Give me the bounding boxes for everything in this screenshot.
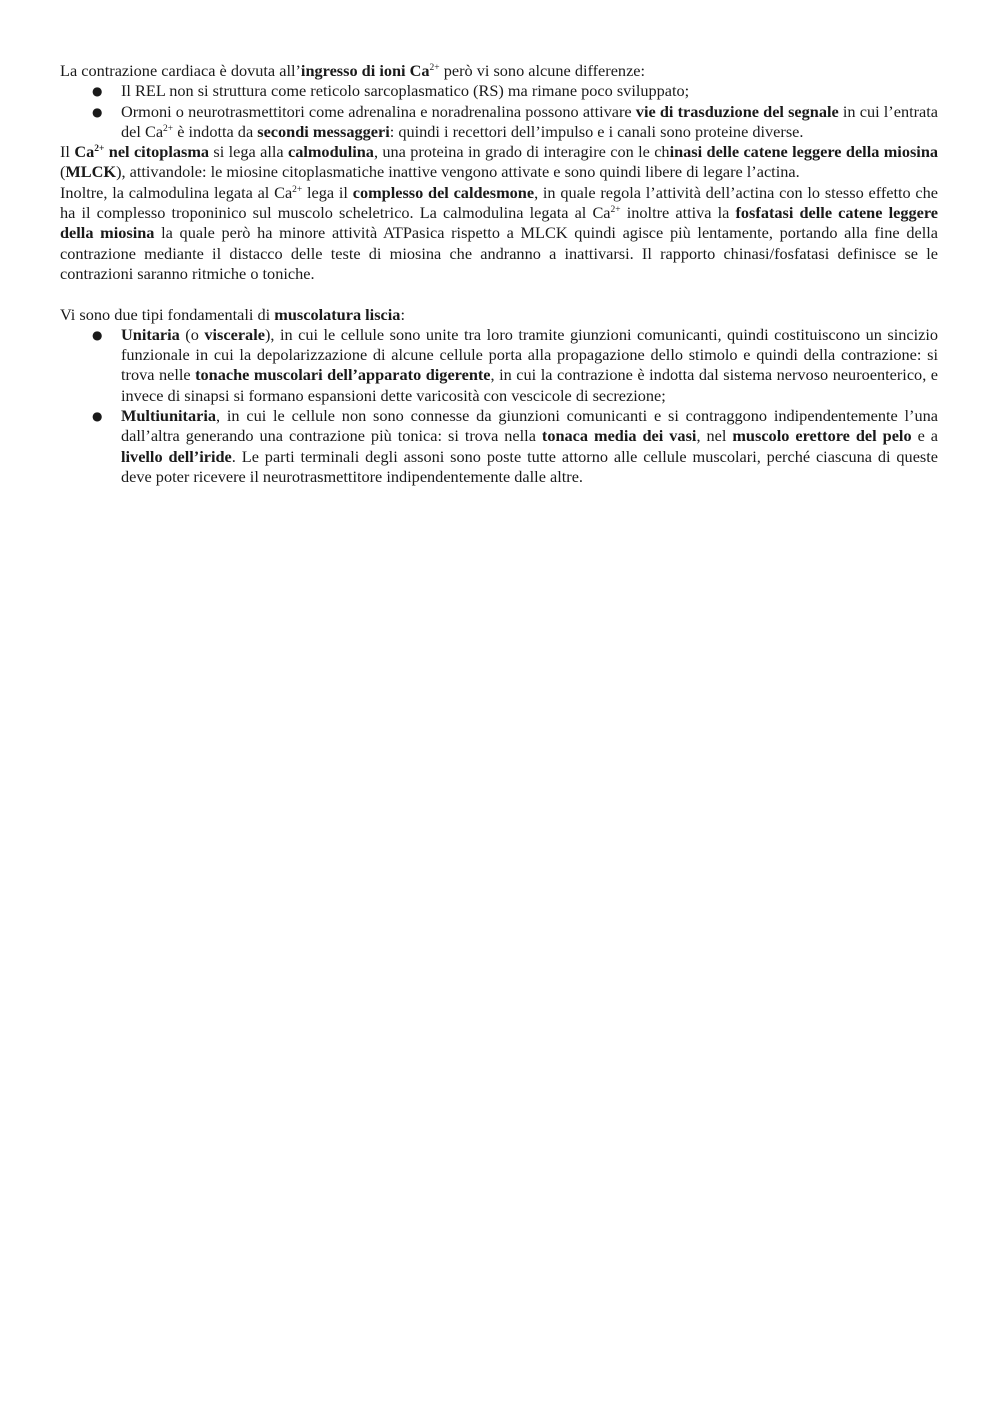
bold-text: muscolo erettore del pelo	[732, 426, 912, 446]
text: in cui l’entrata del Ca	[121, 101, 939, 141]
document-page	[60, 61, 938, 487]
bold-text: viscerale	[204, 324, 265, 344]
bold-text: nel citoplasma	[104, 142, 210, 162]
bullet-icon: ●	[92, 84, 103, 99]
text: , in cui le cellule non sono connesse da giunzioni comunicanti e si contraggono indipendentemente l’una dall’altra generando una contrazione più tonica: si trova nella	[121, 406, 938, 446]
bold-text: complesso del caldesmone	[352, 182, 535, 202]
bullet-icon: ●	[92, 327, 103, 342]
text: è indotta da	[173, 121, 258, 141]
text: però vi sono alcune differenze:	[439, 61, 646, 80]
bold-text: Multiunitaria	[121, 406, 216, 426]
text: Il REL non si struttura come reticolo sarcoplasmatico (RS) ma rimane poco sviluppato;	[121, 81, 690, 101]
bold-text: inasi delle catene leggere della miosina	[669, 142, 939, 162]
list-item	[60, 102, 938, 143]
text: , nel	[696, 426, 733, 446]
bold-text: tonaca media dei vasi	[541, 426, 697, 446]
paragraph-smooth-muscle-types	[60, 305, 938, 325]
superscript: 2+	[292, 184, 303, 195]
text: (	[60, 162, 66, 182]
bold-text: ingresso di ioni Ca	[300, 61, 430, 80]
text: inoltre attiva la	[620, 203, 736, 223]
bullet-list-muscle-types	[60, 325, 938, 487]
text: La contrazione cardiaca è dovuta all’	[60, 61, 301, 80]
bullet-icon: ●	[92, 409, 103, 424]
list-item	[60, 406, 938, 487]
list-item	[60, 81, 938, 101]
text: . Le parti terminali degli assoni sono poste tutte attorno alle cellule muscolari, perché ciascuna di queste deve poter ricevere il neurotrasmettitore indipendentemente dalle altre.	[121, 446, 938, 486]
bold-text: secondi messaggeri	[257, 121, 390, 141]
bold-text: muscolatura liscia	[274, 304, 401, 324]
bold-text: fosfatasi delle catene leggere della miosina	[60, 203, 938, 243]
bold-text: Ca	[74, 142, 95, 162]
superscript: 2+	[94, 144, 105, 155]
text: lega il	[302, 182, 353, 202]
text: Il	[60, 142, 75, 162]
bold-text: calmodulina	[287, 142, 374, 162]
bold-text: MLCK	[65, 162, 117, 182]
text: la quale però ha minore attività ATPasica rispetto a MLCK quindi agisce più lentamente, portando alla fine della contrazione mediante il distacco delle teste di miosina che andranno a inattivarsi. Il rapporto chinasi/fosfatasi definisce se le contrazioni saranno ritmiche o toniche.	[60, 223, 938, 283]
paragraph-caldesmone	[60, 183, 938, 284]
text: e a	[911, 426, 939, 446]
paragraph-intro	[60, 61, 938, 81]
superscript: 2+	[429, 63, 440, 73]
bold-text: Unitaria	[121, 324, 180, 344]
superscript: 2+	[610, 205, 621, 216]
paragraph-spacer	[60, 284, 938, 304]
text: ), in cui le cellule sono unite tra loro tramite giunzioni comunicanti, quindi costituiscono un sincizio funzionale in cui la depolarizzazione di alcune cellule porta alla propagazione dello stimolo e quindi della contrazione: si trova nelle	[121, 324, 939, 385]
bold-text: vie di trasduzione del segnale	[635, 101, 839, 121]
text: Inoltre, la calmodulina legata al Ca	[60, 182, 293, 202]
list-item	[60, 325, 938, 406]
text: , in quale regola l’attività dell’actina con lo stesso effetto che ha il complesso troponinico sul muscolo scheletrico. La calmodulina legata al Ca	[60, 182, 939, 223]
text: : quindi i recettori dell’impulso e i canali sono proteine diverse.	[389, 121, 804, 141]
bold-text: livello dell’iride	[121, 446, 232, 466]
text: :	[400, 304, 405, 324]
text: si lega alla	[209, 142, 288, 162]
superscript: 2+	[163, 123, 174, 134]
paragraph-calmodulin	[60, 142, 938, 183]
text: , in cui la contrazione è indotta dal sistema nervoso neuroenterico, e invece di sinapsi si formano espansioni dette varicosità con vescicole di secrezione;	[121, 365, 939, 405]
text: Vi sono due tipi fondamentali di	[60, 304, 275, 324]
bold-text: tonache muscolari dell’apparato digerente	[195, 365, 491, 385]
bullet-list-differences	[60, 81, 938, 142]
text: , una proteina in grado di interagire con le ch	[373, 142, 670, 162]
bullet-icon: ●	[92, 104, 103, 119]
text: Ormoni o neurotrasmettitori come adrenalina e noradrenalina possono attivare	[121, 101, 636, 121]
text: (o	[179, 324, 205, 344]
text: ), attivandole: le miosine citoplasmatiche inattive vengono attivate e sono quindi libere di legare l’actina.	[116, 162, 800, 182]
